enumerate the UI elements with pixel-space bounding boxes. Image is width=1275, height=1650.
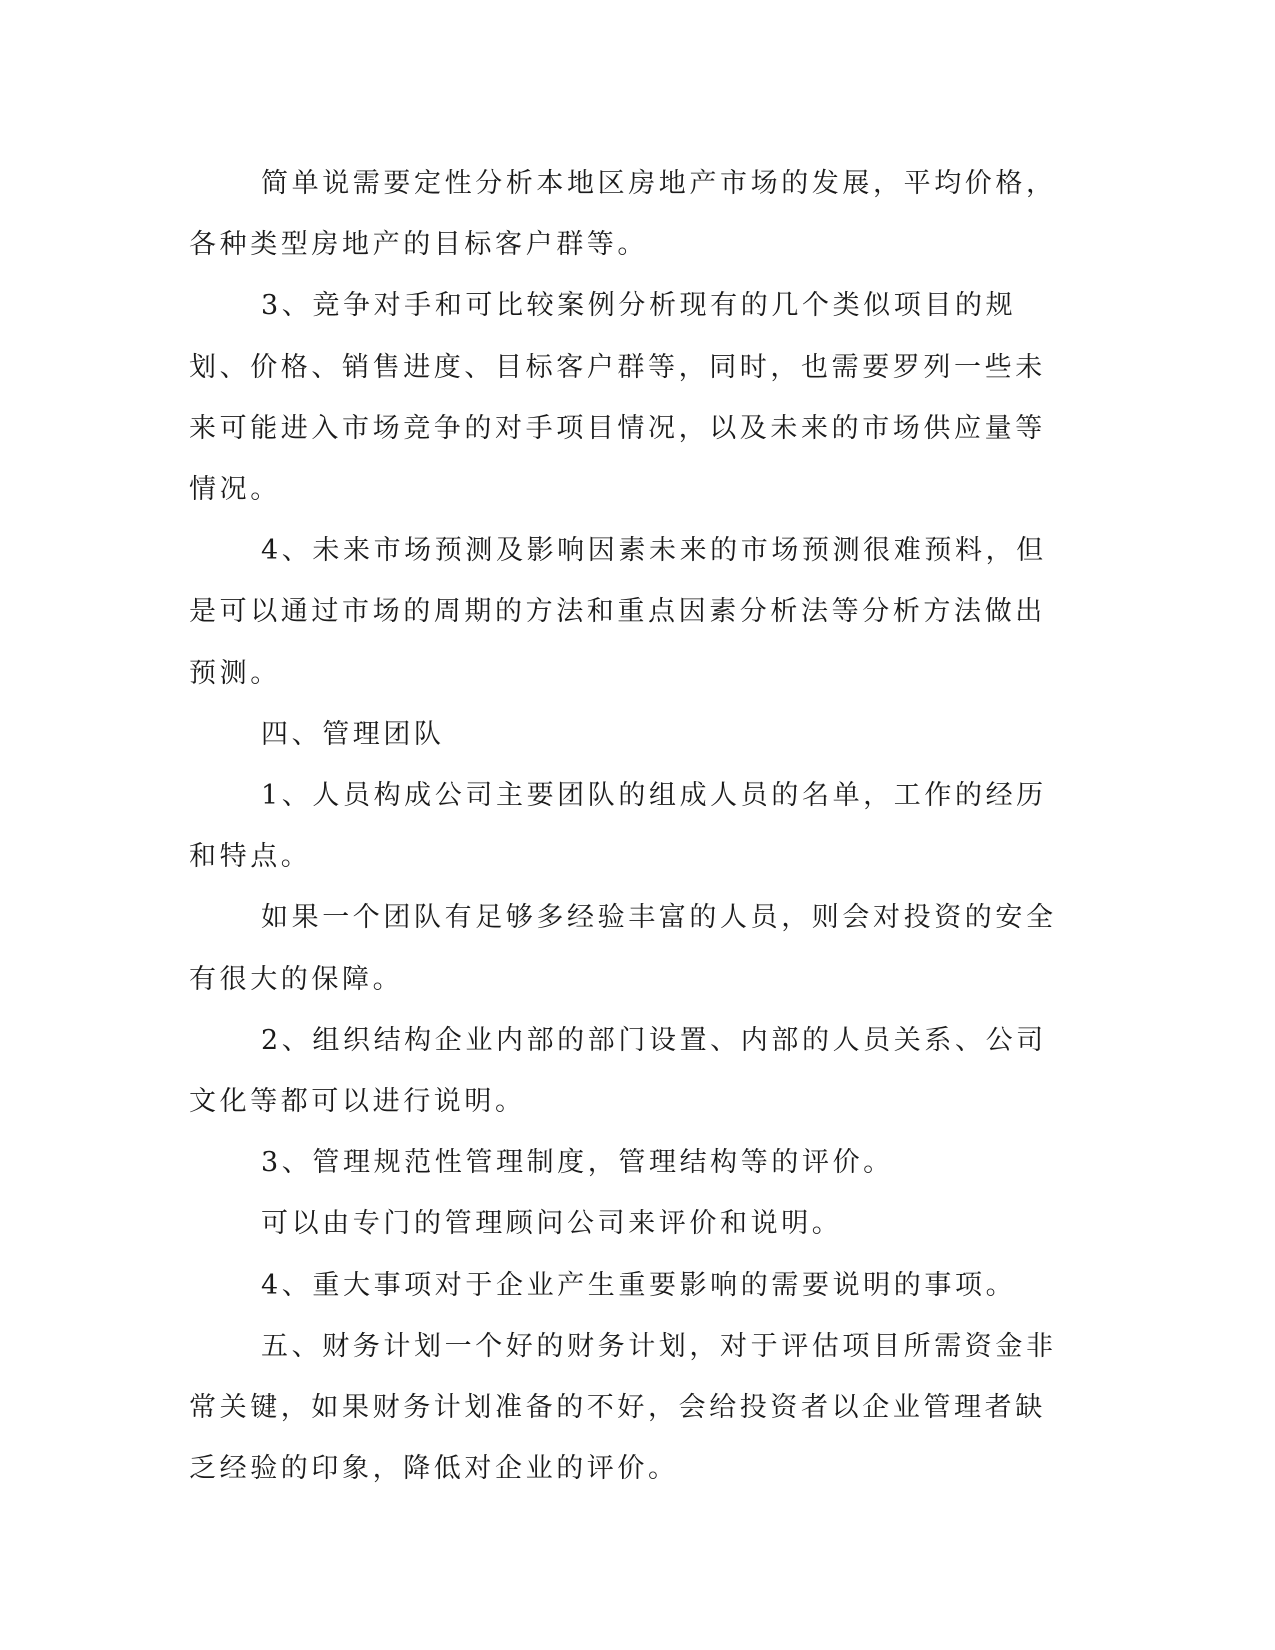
paragraph-org-structure: 2、组织结构企业内部的部门设置、内部的人员关系、公司文化等都可以进行说明。: [189, 1024, 1047, 1118]
section-heading-management-team: 四、管理团队: [261, 718, 445, 750]
paragraph-market-forecast: 4、未来市场预测及影响因素未来的市场预测很难预料，但是可以通过市场的周期的方法和重点因素分析法等分析方法做出预测。: [189, 535, 1047, 689]
paragraph-management-standards: 3、管理规范性管理制度，管理结构等的评价。: [261, 1147, 894, 1179]
paragraph-major-matters: 4、重大事项对于企业产生重要影响的需要说明的事项。: [261, 1269, 1017, 1301]
body-text: [189, 153, 1074, 1499]
paragraph-financial-plan: 五、财务计划一个好的财务计划，对于评估项目所需资金非常关键，如果财务计划准备的不好，会给投资者以企业管理者缺乏经验的印象，降低对企业的评价。: [189, 1330, 1057, 1485]
paragraph-team-experience: 如果一个团队有足够多经验丰富的人员，则会对投资的安全有很大的保障。: [189, 902, 1057, 995]
paragraph-market-analysis: 简单说需要定性分析本地区房地产市场的发展，平均价格，各种类型房地产的目标客户群等。: [189, 168, 1057, 261]
paragraph-staff-composition: 1、人员构成公司主要团队的组成人员的名单，工作的经历和特点。: [189, 780, 1047, 873]
paragraph-management-consultant: 可以由专门的管理顾问公司来评价和说明。: [261, 1208, 843, 1240]
paragraph-competitor-analysis: 3、竞争对手和可比较案例分析现有的几个类似项目的规划、价格、销售进度、目标客户群等，同时，也需要罗列一些未来可能进入市场竞争的对手项目情况，以及未来的市场供应量等情况。: [189, 290, 1046, 506]
